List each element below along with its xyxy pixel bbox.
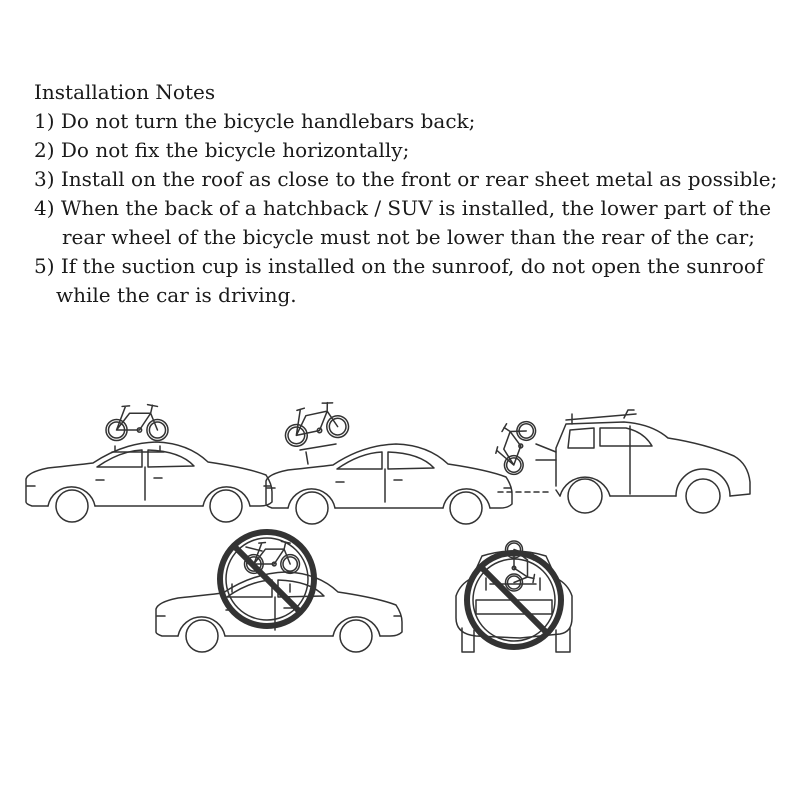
suv-bike-rear-hatch-illustration (489, 410, 750, 513)
sedan-bike-handlebars-back-illustration (156, 532, 402, 652)
note-continuation: while the car is driving. (56, 283, 297, 307)
note-number: 3) (34, 167, 55, 191)
note-number: 2) (34, 138, 55, 162)
note-continuation: rear wheel of the bicycle must not be lower than the rear of the car; (62, 225, 755, 249)
note-text: Do not fix the bicycle horizontally; (60, 138, 410, 162)
note-text: When the back of a hatchback / SUV is installed, the lower part of the (60, 196, 772, 220)
note-text: If the suction cup is installed on the sunroof, do not open the sunroof (60, 254, 764, 278)
note-number: 5) (34, 254, 55, 278)
notes-title: Installation Notes (34, 80, 216, 104)
prohibited-icon (220, 532, 314, 626)
note-number: 4) (34, 196, 55, 220)
sedan-bike-roof-front-illustration (26, 405, 272, 522)
note-text: Do not turn the bicycle handlebars back; (60, 109, 476, 133)
note-number: 1) (34, 109, 55, 133)
note-text: Install on the roof as close to the front or rear sheet metal as possible; (60, 167, 778, 191)
sedan-bike-roof-rear-illustration (266, 399, 512, 524)
hatchback-bike-horizontal-illustration (456, 541, 572, 652)
